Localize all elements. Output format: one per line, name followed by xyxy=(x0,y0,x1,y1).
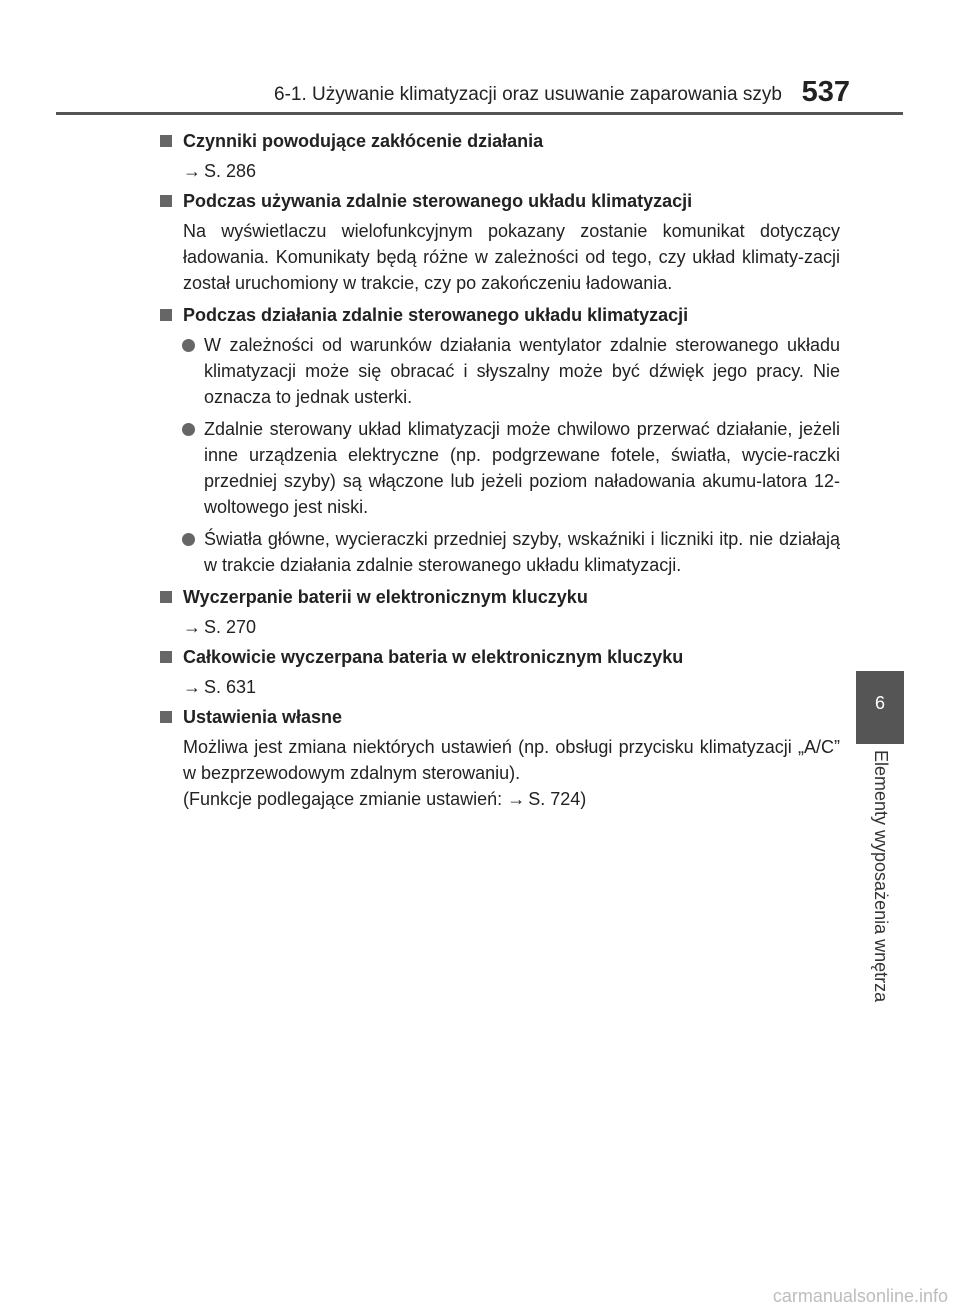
page-reference: → S. 270 xyxy=(160,614,840,640)
section-body-reference: (Funkcje podlegające zmianie ustawień: → S. 724) xyxy=(160,786,840,812)
page-header xyxy=(0,0,960,116)
square-bullet-icon xyxy=(160,135,172,147)
section-heading: Podczas działania zdalnie sterowanego układu klimatyzacji xyxy=(160,302,840,328)
list-item: Światła główne, wycieraczki przedniej szyby, wskaźniki i liczniki itp. nie działają w trakcie działania zdalnie sterowanego układu klimatyzacji. xyxy=(160,526,840,578)
page-content xyxy=(160,124,840,818)
chapter-title: 6-1. Używanie klimatyzacji oraz usuwanie zaparowania szyb xyxy=(274,84,782,105)
section-remote-use xyxy=(160,188,840,296)
section-body: Możliwa jest zmiana niektórych ustawień (np. obsługi przycisku klimatyzacji „A/C” w bezprzewodowym zdalnym sterowaniu). xyxy=(183,737,840,783)
section-heading: Ustawienia własne xyxy=(160,704,840,730)
square-bullet-icon xyxy=(160,195,172,207)
header-divider xyxy=(56,112,903,115)
list-item: Zdalnie sterowany układ klimatyzacji może chwilowo przerwać działanie, jeżeli inne urządzenia elektryczne (np. podgrzewane fotele, światła, wycie-raczki przedniej szyby) są włączone lub jeżeli poziom naładowania akumu-latora 12-woltowego jest niski. xyxy=(160,416,840,520)
chapter-tab xyxy=(856,671,904,744)
watermark: carmanualsonline.info xyxy=(772,1286,948,1306)
section-heading: Czynniki powodujące zakłócenie działania xyxy=(160,128,840,154)
chapter-side-label xyxy=(856,750,904,1030)
square-bullet-icon xyxy=(160,651,172,663)
section-heading: Podczas używania zdalnie sterowanego układu klimatyzacji xyxy=(160,188,840,214)
section-body: Na wyświetlaczu wielofunkcyjnym pokazany zostanie komunikat dotyczący ładowania. Komunikaty będą różne w zależności od tego, czy układ klimaty-zacji został uruchomiony w trakcie, czy po zakończeniu ładowania. xyxy=(183,221,840,293)
page-reference: → S. 631 xyxy=(160,674,840,700)
section-battery-depletion xyxy=(160,584,840,640)
arrow-right-icon: → xyxy=(183,161,201,181)
section-heading: Całkowicie wyczerpana bateria w elektronicznym kluczyku xyxy=(160,644,840,670)
page-number: 537 xyxy=(801,76,850,108)
section-interference xyxy=(160,128,840,184)
round-bullet-icon xyxy=(182,339,195,352)
section-remote-operation xyxy=(160,302,840,578)
list-item: W zależności od warunków działania wentylator zdalnie sterowanego układu klimatyzacji może się obracać i słyszalny może być dźwięk jego pracy. Nie oznacza to jednak usterki. xyxy=(160,332,840,410)
square-bullet-icon xyxy=(160,309,172,321)
arrow-right-icon: → xyxy=(507,789,526,809)
round-bullet-icon xyxy=(182,533,195,546)
section-custom-settings xyxy=(160,704,840,812)
round-bullet-icon xyxy=(182,423,195,436)
arrow-right-icon: → xyxy=(183,677,201,697)
chapter-label-text: Elementy wyposażenia wnętrza xyxy=(871,750,891,1003)
chapter-number: 6 xyxy=(874,693,885,713)
arrow-right-icon: → xyxy=(183,617,201,637)
section-heading: Wyczerpanie baterii w elektronicznym kluczyku xyxy=(160,584,840,610)
square-bullet-icon xyxy=(160,591,172,603)
square-bullet-icon xyxy=(160,711,172,723)
section-battery-dead xyxy=(160,644,840,700)
page-reference: → S. 286 xyxy=(160,158,840,184)
